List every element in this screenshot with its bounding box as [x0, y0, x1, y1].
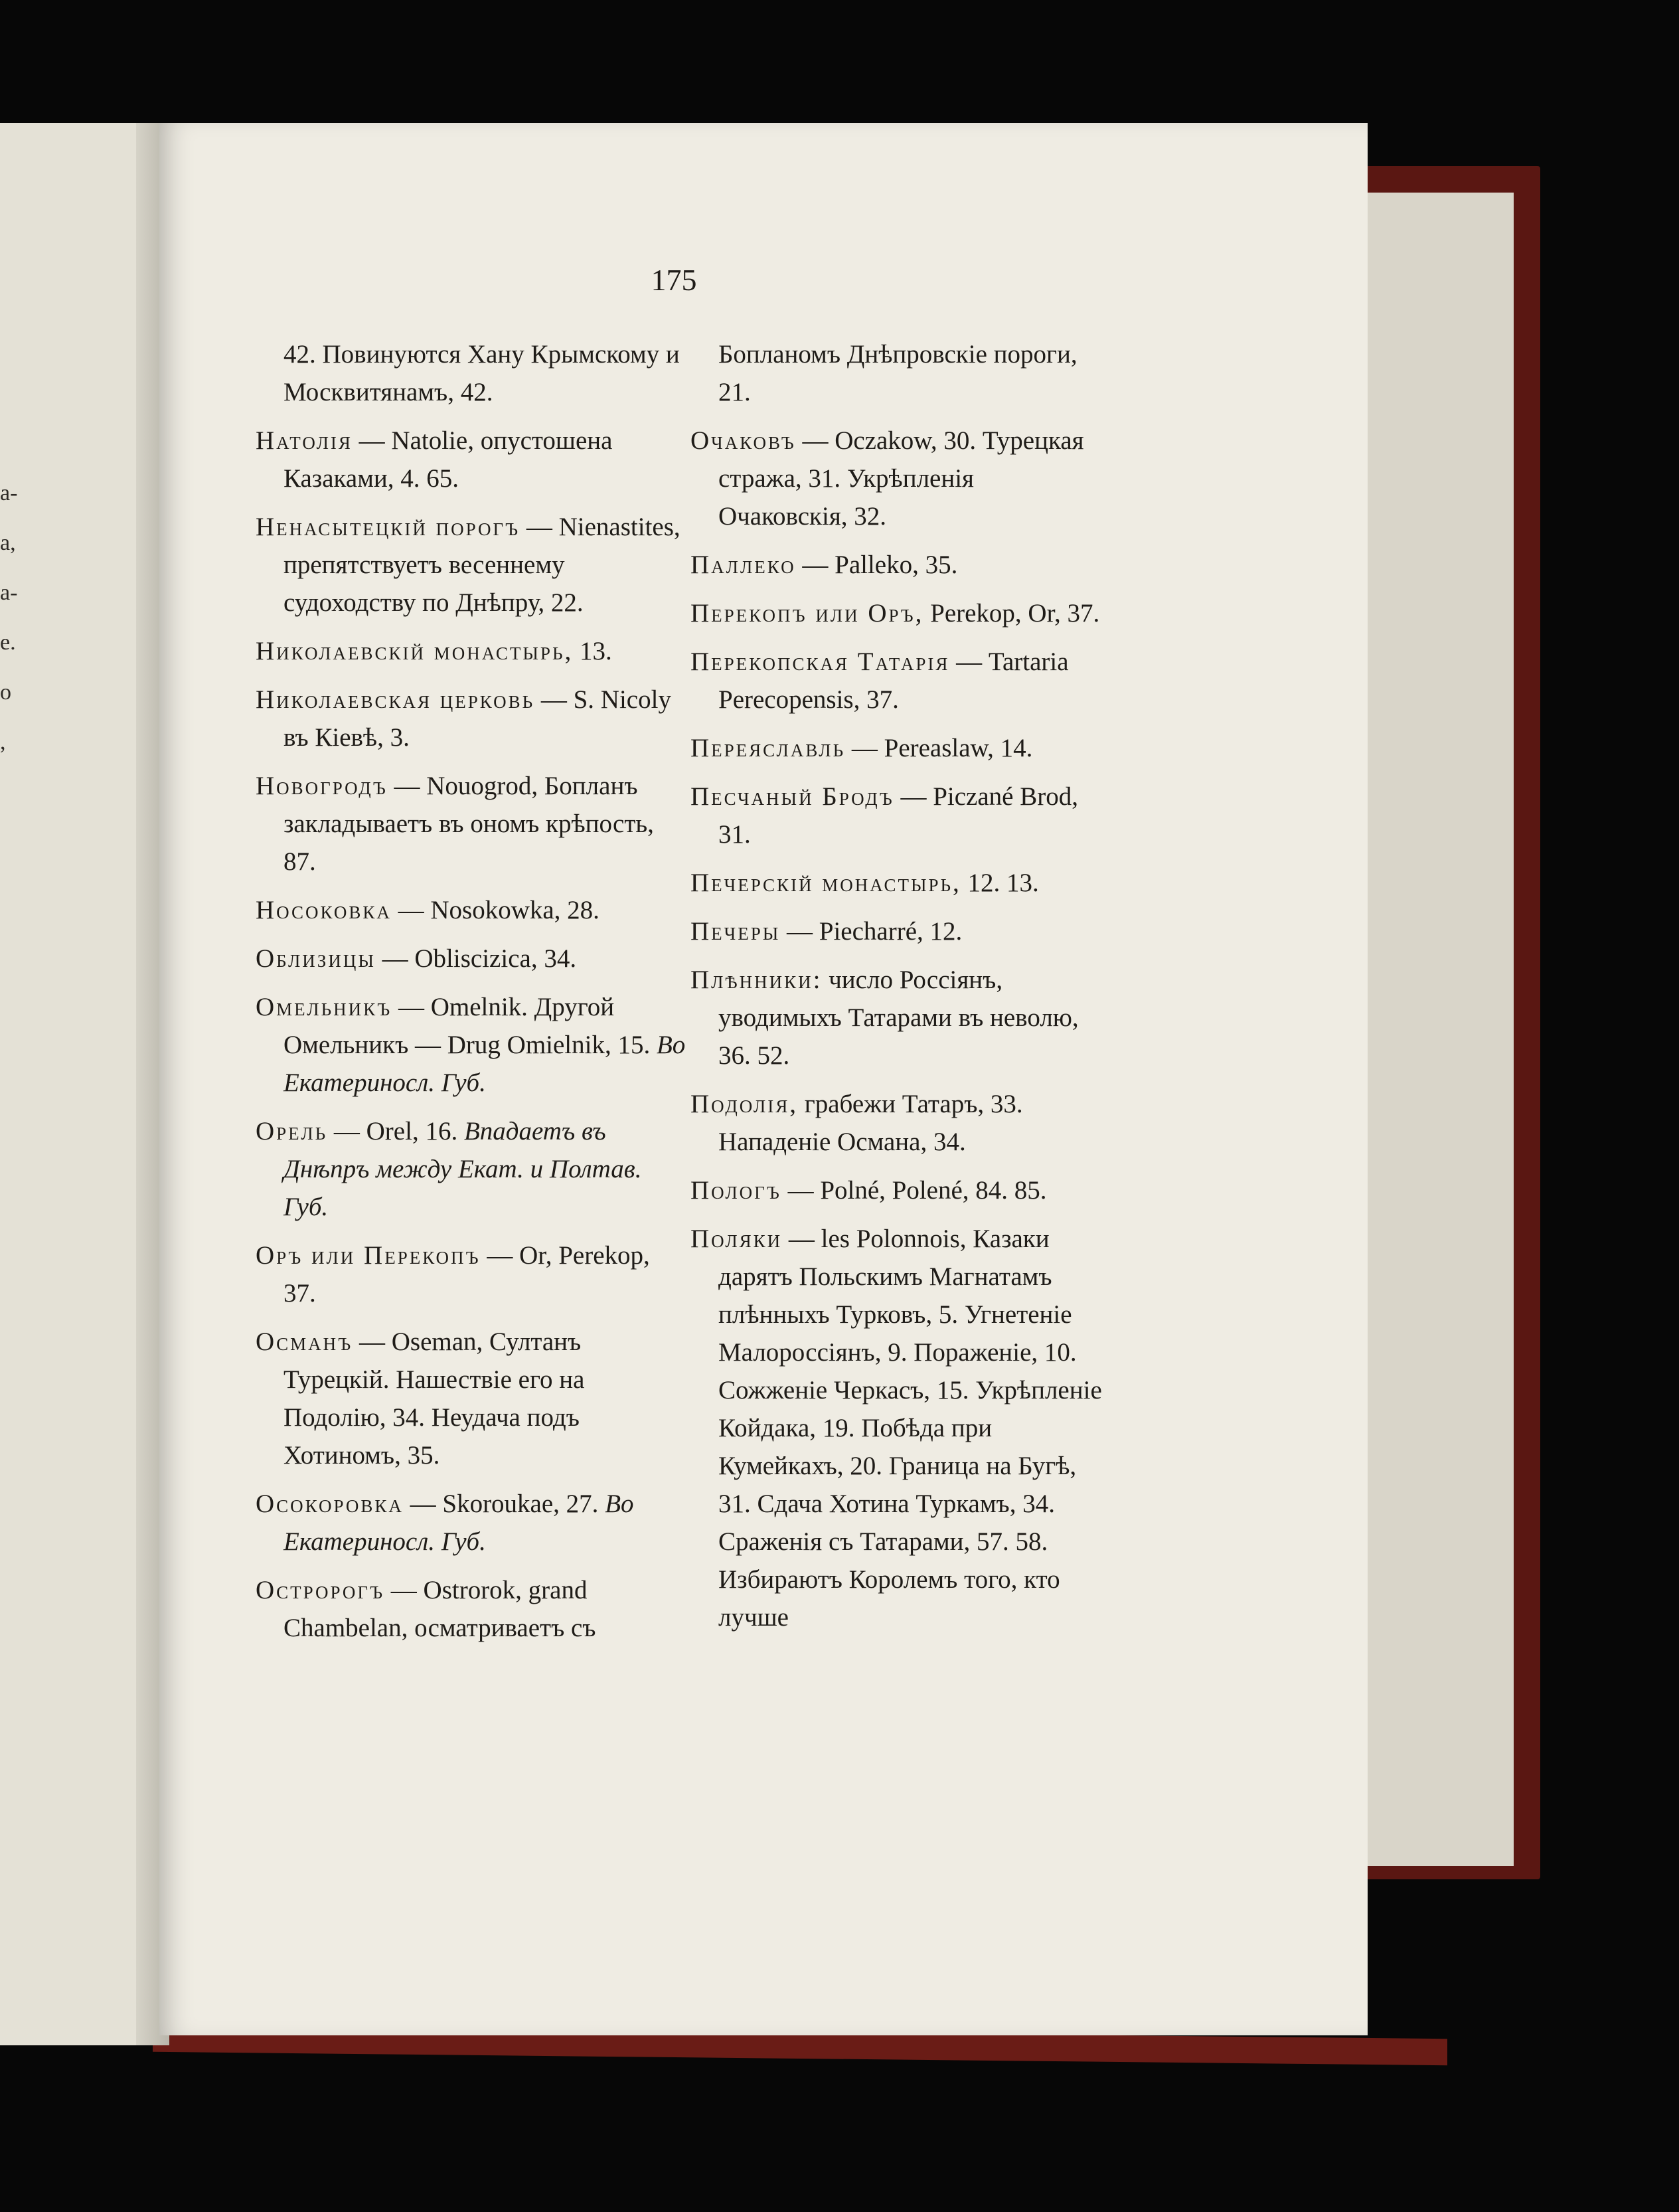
entry-italic-note: Во Екатериносл. Губ. — [283, 1031, 686, 1097]
entry-heading: Носоковка — [256, 896, 392, 924]
entry-heading: Натолія — [256, 426, 353, 455]
entry-text: 12. 13. — [961, 869, 1039, 897]
entry-text: — Omelnik. Другой Омельникъ — Drug Omielnik, 15. — [283, 993, 657, 1059]
entry-heading: Орель — [256, 1117, 328, 1146]
index-entry — [256, 335, 687, 411]
index-entry — [256, 988, 687, 1102]
entry-heading: Оръ или Перекопъ — [256, 1241, 481, 1270]
margin-fragment: е. — [0, 630, 16, 655]
index-entry — [256, 1323, 687, 1474]
entry-text: — Polné, Polené, 84. 85. — [781, 1176, 1047, 1205]
margin-fragment: а, — [0, 531, 16, 555]
index-entry — [256, 1485, 687, 1561]
left-page — [0, 123, 149, 2045]
entry-text: 42. Повинуются Хану Крымскому и Москвитянамъ, 42. — [283, 340, 680, 406]
entry-text: — Or, Perekop, 37. — [283, 1241, 650, 1308]
entry-text: — Nosokowka, 28. — [391, 896, 600, 924]
entry-heading: Омельникъ — [256, 993, 392, 1021]
entry-heading: Николаевская церковь — [256, 685, 535, 714]
index-entry — [690, 729, 1102, 767]
entry-italic-note: Во Екатериносл. Губ. — [283, 1489, 634, 1556]
entry-heading: Пологъ — [690, 1176, 781, 1205]
margin-fragment: а- — [0, 481, 18, 505]
entry-text: — Palleko, 35. — [795, 551, 958, 579]
entry-text: 13. — [573, 637, 612, 665]
entry-heading: Паллеко — [690, 551, 796, 579]
index-entry — [690, 1085, 1102, 1161]
page-stack-edge — [1361, 193, 1514, 1866]
entry-heading: Печеры — [690, 917, 781, 946]
entry-heading: Подолія, — [690, 1090, 798, 1118]
index-entry — [256, 681, 687, 756]
entry-text: — Oseman, Султанъ Турецкій. Нашествіе его на Подолію, 34. Неудача подъ Хотиномъ, 35. — [283, 1327, 585, 1470]
entry-text: Perekop, Or, 37. — [923, 599, 1100, 628]
entry-heading: Осокоровка — [256, 1489, 404, 1518]
index-entry — [690, 546, 1102, 584]
entry-heading: Перекопская Татарія — [690, 647, 950, 676]
entry-text: Бопланомъ Днѣпровскіе пороги, 21. — [718, 340, 1078, 406]
index-entry — [690, 912, 1102, 950]
entry-heading: Печерскій монастырь, — [690, 869, 961, 897]
margin-fragment: а- — [0, 580, 18, 605]
entry-heading: Песчаный Бродъ — [690, 782, 894, 811]
index-entry — [690, 1171, 1102, 1209]
entry-text: — S. Nicoly въ Кіевѣ, 3. — [283, 685, 671, 752]
entry-text: — Pereaslaw, 14. — [845, 734, 1033, 762]
index-entry — [690, 864, 1102, 902]
index-entry — [256, 767, 687, 881]
entry-text: — Piecharré, 12. — [780, 917, 963, 946]
entry-heading: Ненасытецкій порогъ — [256, 513, 520, 541]
entry-text: число Россіянъ, уводимыхъ Татарами въ неволю, 36. 52. — [718, 966, 1079, 1070]
index-entry — [690, 778, 1102, 853]
entry-heading: Очаковъ — [690, 426, 796, 455]
entry-italic-note: Впадаетъ въ Днѣпръ между Екат. и Полтав. Губ. — [283, 1117, 642, 1221]
entry-text: — Tartaria Perecopensis, 37. — [718, 647, 1069, 714]
index-entry — [256, 422, 687, 497]
entry-text: — Nouogrod, Бопланъ закладываетъ въ ономъ крѣпость, 87. — [283, 772, 654, 876]
entry-text: — Obliscizica, 34. — [375, 944, 577, 973]
index-entry — [690, 594, 1102, 632]
index-entry — [690, 422, 1102, 535]
entry-text: — Orel, 16. — [327, 1117, 464, 1146]
entry-text: — les Polonnois, Казаки дарятъ Польскимъ Магнатамъ плѣнныхъ Турковъ, 5. Угнетеніе Малороссіянъ, 9. Пораженіе, 10. Сожженіе Черкасъ, 15. Укрѣпленіе Койдака, 19. Побѣда при Кумейкахъ, 20. Граница на Бугѣ, 31. Сдача Хотина Туркамъ, 34. Сраженія съ Татарами, 57. 58. Избираютъ Королемъ того, кто лучше — [718, 1225, 1102, 1632]
margin-fragment: , — [0, 730, 6, 754]
page-number: 175 — [651, 263, 697, 297]
index-entry — [256, 508, 687, 622]
entry-heading: Николаевскій монастырь, — [256, 637, 574, 665]
index-entry — [256, 940, 687, 978]
index-entry — [690, 1220, 1102, 1636]
index-entry — [256, 891, 687, 929]
entry-text: — Oczakow, 30. Турецкая стража, 31. Укрѣпленія Очаковскія, 32. — [718, 426, 1084, 531]
entry-heading: Плѣнники: — [690, 966, 823, 994]
entry-heading: Новогродъ — [256, 772, 388, 800]
left-page-margin-text — [0, 468, 20, 767]
index-entry — [256, 1112, 687, 1226]
index-entry — [256, 632, 687, 670]
entry-heading: Переяславль — [690, 734, 846, 762]
entry-heading: Перекопъ или Оръ, — [690, 599, 924, 628]
entry-text: — Piczané Brod, 31. — [718, 782, 1078, 849]
entry-heading: Облизицы — [256, 944, 376, 973]
index-column-left — [256, 335, 687, 1658]
index-entry — [256, 1571, 687, 1647]
index-entry — [690, 335, 1102, 411]
entry-text: — Nienastites, препятствуетъ весеннему судоходству по Днѣпру, 22. — [283, 513, 680, 617]
index-column-right — [690, 335, 1102, 1647]
index-entry — [690, 643, 1102, 719]
entry-heading: Османъ — [256, 1327, 353, 1356]
index-entry — [256, 1236, 687, 1312]
entry-text: грабежи Татаръ, 33. Нападеніе Османа, 34. — [718, 1090, 1023, 1156]
entry-text: — Natolie, опустошена Казаками, 4. 65. — [283, 426, 613, 493]
entry-text: — Skoroukae, 27. — [403, 1489, 605, 1518]
index-entry — [690, 961, 1102, 1074]
entry-heading: Поляки — [690, 1225, 783, 1253]
entry-text: — Ostrorok, grand Chambelan, осматриваетъ съ — [283, 1576, 596, 1642]
margin-fragment: о — [0, 680, 11, 705]
entry-heading: Остророгъ — [256, 1576, 385, 1604]
